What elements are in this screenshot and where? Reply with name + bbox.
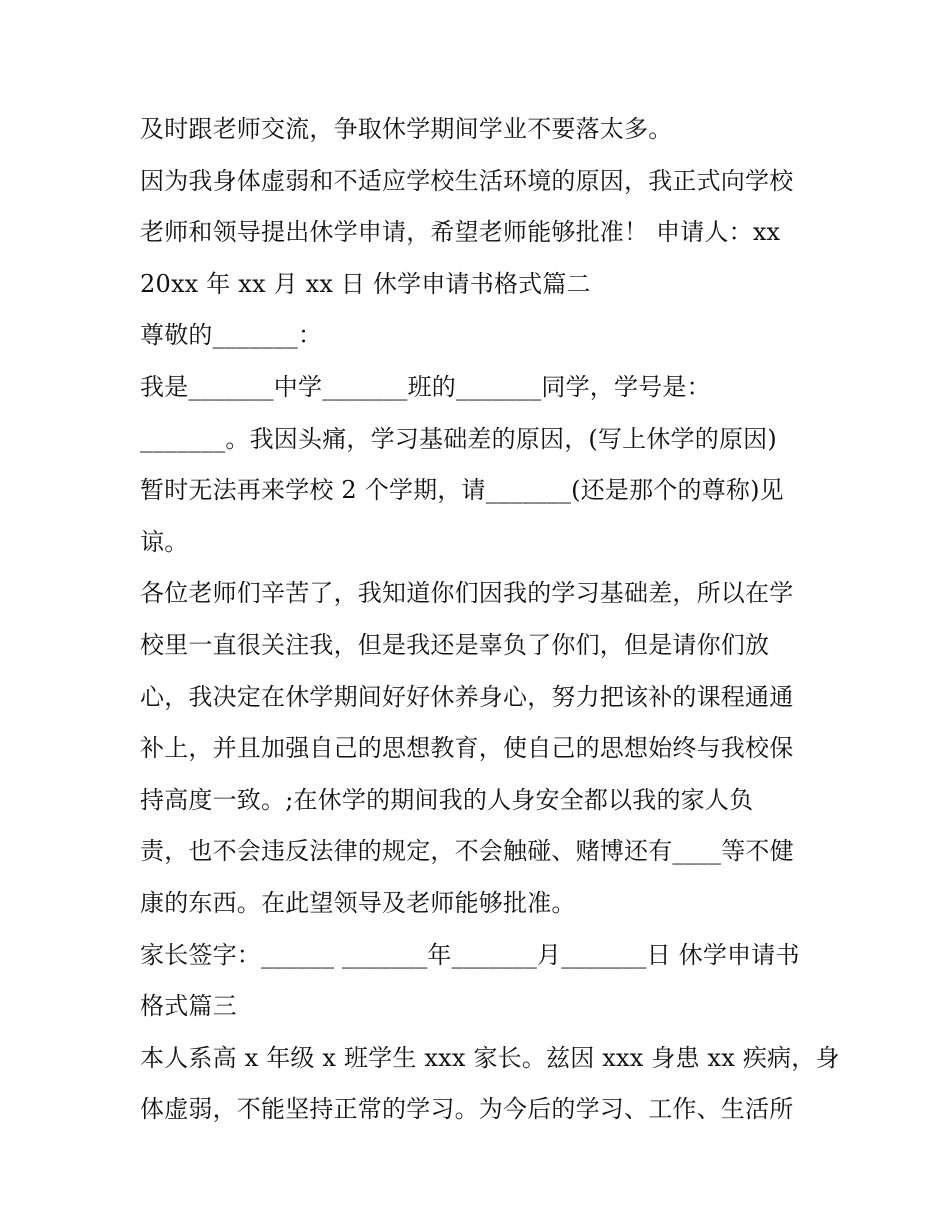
text-line-13: 补上，并且加强自己的思想教育，使自己的思想始终与我校保: [140, 734, 794, 763]
text-line-18: 格式篇三: [140, 992, 237, 1021]
text-line-15: 责，也不会违反法律的规定，不会触碰、赌博还有____等不健: [140, 837, 794, 866]
text-line-9: 谅。: [140, 527, 189, 556]
document-body: [140, 104, 840, 1136]
text-line-3: 老师和领导提出休学申请，希望老师能够批准！ 申请人：xx: [140, 218, 781, 247]
text-line-5: 尊敬的_______：: [140, 321, 323, 350]
text-line-17: 家长签字：______ _______年_______月_______日 休学申请书: [140, 940, 800, 969]
text-line-12: 心，我决定在休学期间好好休养身心，努力把该补的课程通通: [140, 682, 794, 711]
text-line-1: 及时跟老师交流，争取休学期间学业不要落太多。: [140, 115, 673, 143]
text-line-7: _______。我因头痛，学习基础差的原因，(写上休学的原因): [140, 424, 777, 453]
text-line-4: 20xx 年 xx 月 xx 日 休学申请书格式篇二: [140, 269, 591, 298]
text-line-6: 我是_______中学_______班的_______同学，学号是：: [140, 372, 711, 401]
text-line-19: 本人系高 x 年级 x 班学生 xxx 家长。兹因 xxx 身患 xx 疾病，身: [140, 1043, 840, 1072]
text-line-10: 各位老师们辛苦了，我知道你们因我的学习基础差，所以在学: [140, 579, 794, 608]
text-line-14: 持高度一致。;在休学的期间我的人身安全都以我的家人负: [140, 785, 754, 814]
text-line-11: 校里一直很关注我，但是我还是辜负了你们，但是请你们放: [140, 630, 770, 659]
text-line-16: 康的东西。在此望领导及老师能够批准。: [140, 888, 576, 917]
text-line-2: 因为我身体虚弱和不适应学校生活环境的原因，我正式向学校: [140, 166, 794, 195]
text-line-8: 暂时无法再来学校 2 个学期，请_______(还是那个的尊称)见: [140, 476, 784, 505]
text-line-20: 体虚弱，不能坚持正常的学习。为今后的学习、工作、生活所: [140, 1095, 794, 1124]
